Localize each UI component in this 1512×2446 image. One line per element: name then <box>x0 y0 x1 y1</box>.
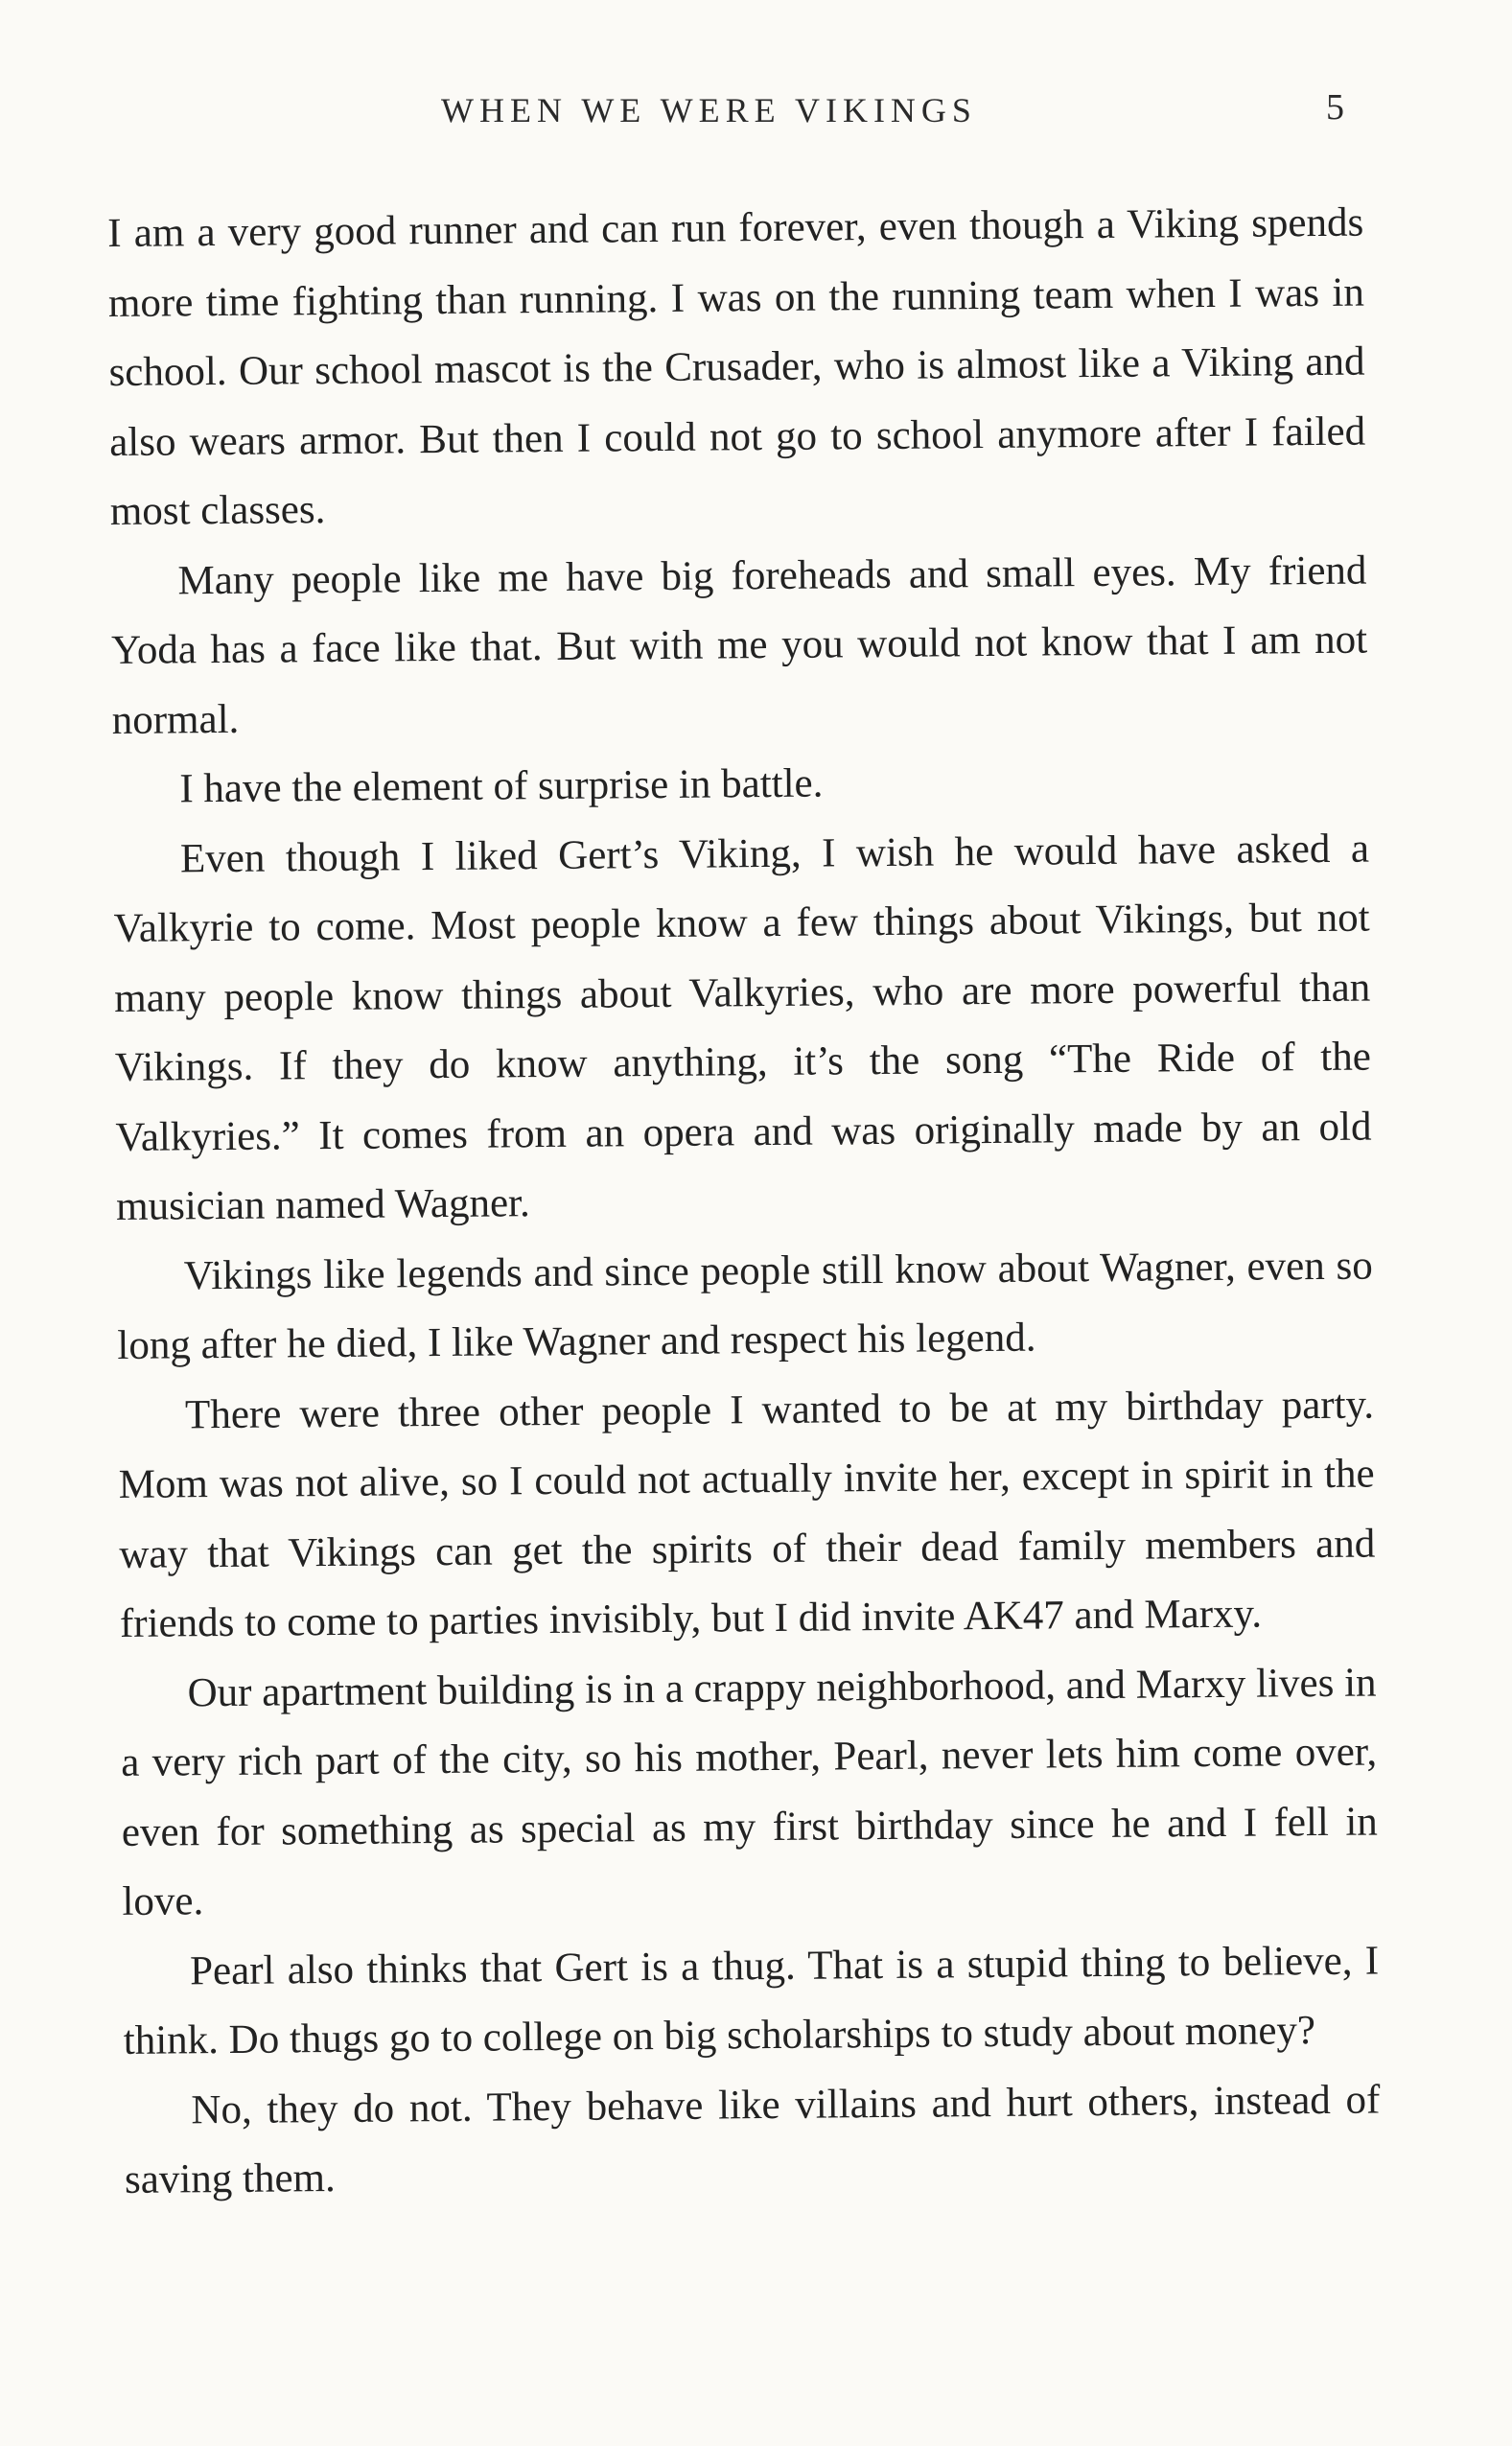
paragraph: There were three other people I wanted to be at my birthday party. Mom was not alive, so I could not actually invite her, except in spirit in the way that Vikings can get the spirits of their dead family members and friends to come to parties invisibly, but I did invite AK47 and Marxy. <box>118 1382 1376 1646</box>
body-text <box>107 189 1381 2216</box>
running-title: WHEN WE WERE VIKINGS <box>441 91 977 129</box>
paragraph: No, they do not. They behave like villains and hurt others, instead of saving them. <box>124 2076 1381 2202</box>
paragraph: Pearl also thinks that Gert is a thug. That is a stupid thing to believe, I think. Do thugs go to college on big scholarships to study about money? <box>123 1937 1380 2063</box>
paragraph: Our apartment building is in a crappy neighborhood, and Marxy lives in a very rich part of the city, so his mother, Pearl, never lets him come over, even for something as special as my first birthday since he and I fell in love. <box>121 1660 1379 1924</box>
paragraph: I have the element of surprise in battle. <box>179 760 824 812</box>
page-number: 5 <box>1326 87 1344 128</box>
running-head <box>0 81 1512 138</box>
paragraph: I am a very good runner and can run forever, even though a Viking spends more time fighting than running. I was on the running team when I was in school. Our school mascot is the Crusader, who is almost like a Viking and also wears armor. But then I could not go to school anymore after I failed most classes. <box>107 199 1366 534</box>
paragraph: Vikings like legends and since people still know about Wagner, even so long after he died, I like Wagner and respect his legend. <box>117 1243 1373 1368</box>
paragraph: Many people like me have big foreheads and small eyes. My friend Yoda has a face like that. But with me you would not know that I am not normal. <box>110 547 1368 743</box>
paragraph: Even though I liked Gert’s Viking, I wish he would have asked a Valkyrie to come. Most people know a few things about Vikings, but not many people know things about Valkyries, who are more powerful than Vikings. If they do know anything, it’s the song “The Ride of the Valkyries.” It comes from an opera and was originally made by an old musician named Wagner. <box>113 826 1372 1229</box>
